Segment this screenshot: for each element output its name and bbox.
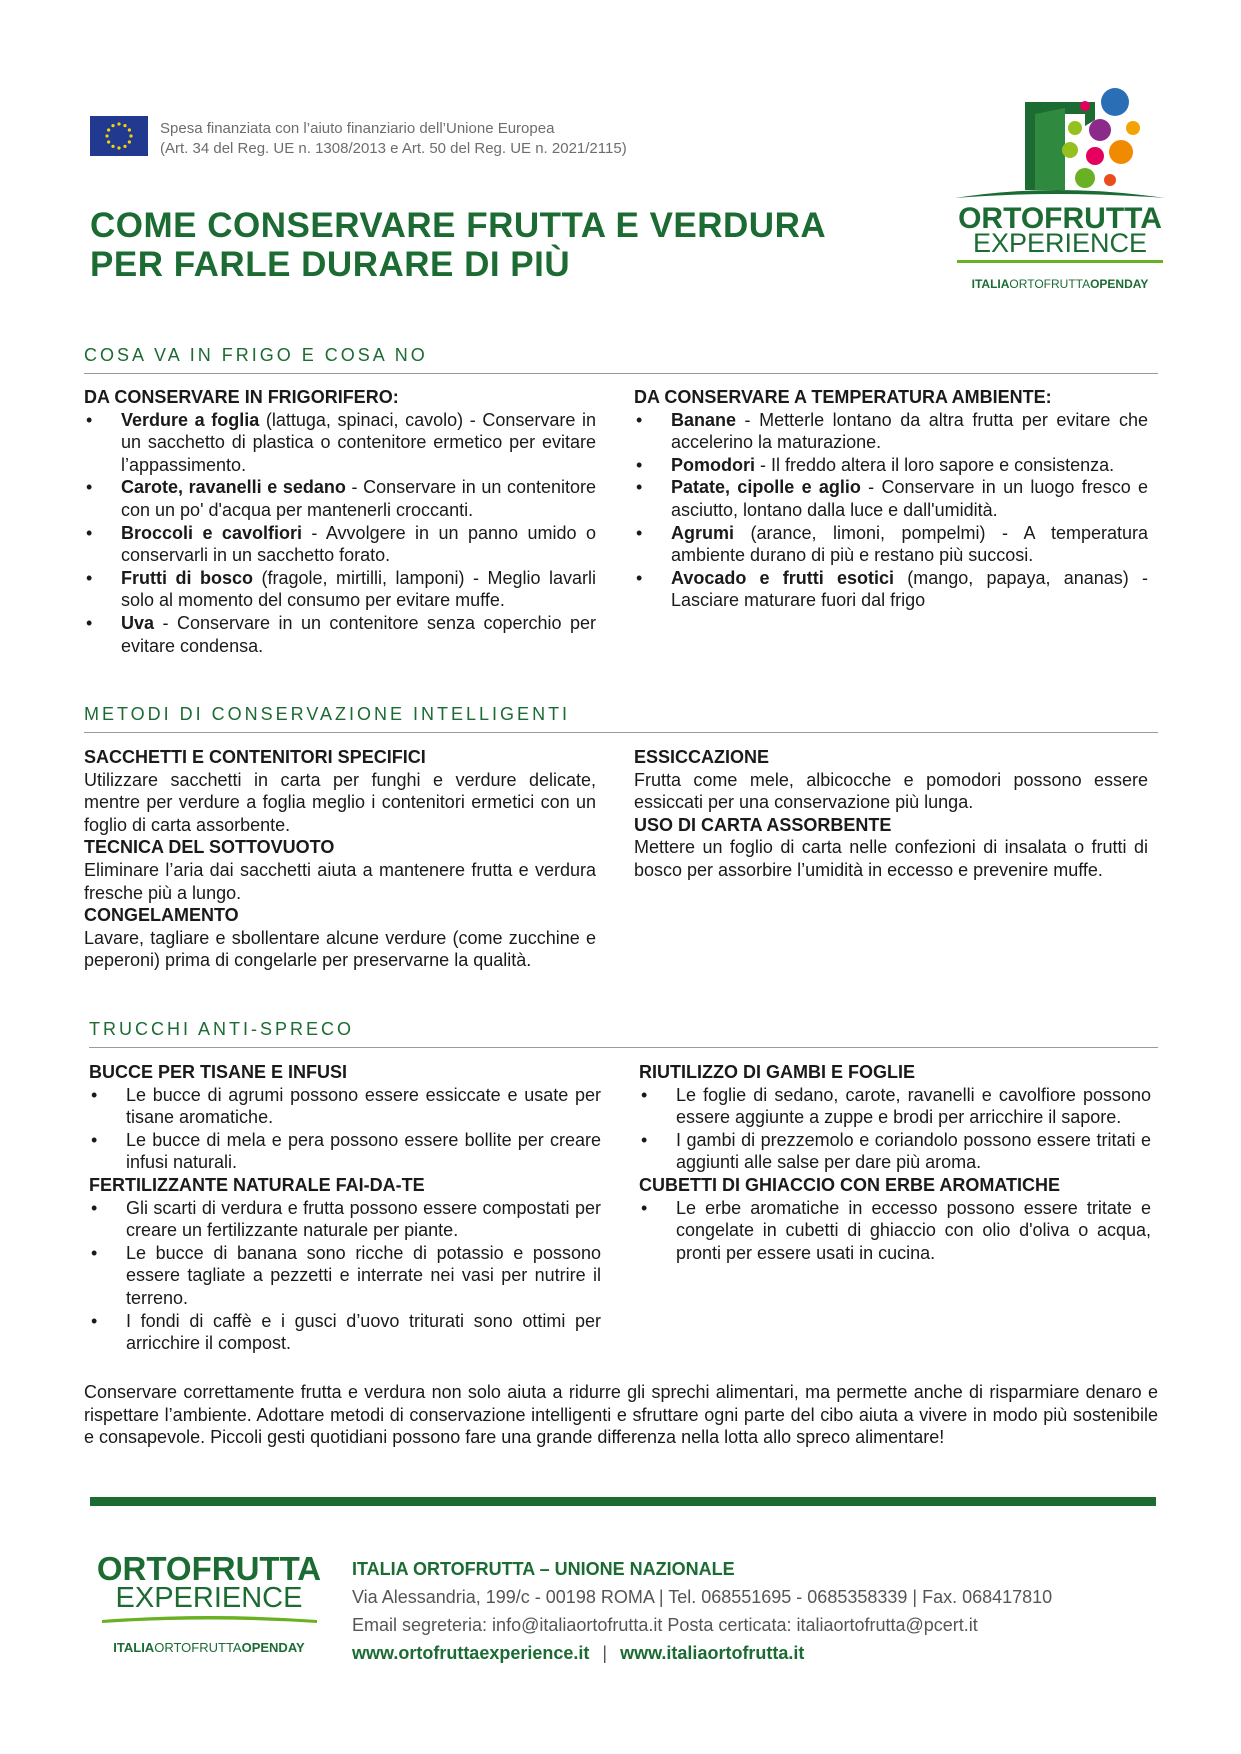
list-item: • Le bucce di mela e pera possono essere bollite per creare infusi naturali. xyxy=(89,1129,601,1174)
tip-list xyxy=(639,1084,1151,1174)
logo-word1: ORTOFRUTTA xyxy=(958,202,1162,235)
list-item: • Verdure a foglia (lattuga, spinaci, cavolo) - Conservare in un sacchetto di plastica o contenitore ermetico per evitare l’appassimento. xyxy=(84,409,596,477)
eu-star xyxy=(123,145,126,148)
logo-tag-openday: OPENDAY xyxy=(1090,277,1149,291)
footer-logo xyxy=(92,1550,327,1662)
footer-website-link[interactable]: www.ortofruttaexperience.it xyxy=(352,1643,590,1663)
list-item: • Le bucce di agrumi possono essere essiccate e usate per tisane aromatiche. xyxy=(89,1084,601,1129)
section2-title: METODI DI CONSERVAZIONE INTELLIGENTI xyxy=(84,704,571,724)
tip-list xyxy=(89,1084,601,1174)
ortofrutta-experience-logo xyxy=(945,80,1175,295)
footer-separator: | xyxy=(602,1643,608,1663)
closing-paragraph: Conservare correttamente frutta e verdura non solo aiuta a ridurre gli sprechi alimentari, ma permette anche di risparmiare denaro e rispettare l’ambiente. Adottare metodi di conservazione intelligenti e sfruttare ogni parte del cibo aiuta a vivere in modo più sostenibile e consapevole. Piccoli gesti quotidiani possono fare una grande differenza nella lotta allo spreco alimentare! xyxy=(84,1382,1158,1448)
list-item: • Avocado e frutti esotici (mango, papaya, ananas) - Lasciare maturare fuori dal frigo xyxy=(634,567,1148,612)
svg-text:ITALIAORTOFRUTTAOPENDAY xyxy=(113,1640,305,1655)
svg-text:ITALIAORTOFRUTTAOPENDAY xyxy=(972,277,1149,291)
list-item: • Le erbe aromatiche in eccesso possono essere tritate e congelate in cubetti di ghiaccio con olio d'oliva o acqua, pronti per essere usati in cucina. xyxy=(639,1197,1151,1265)
section3-left-column xyxy=(89,1061,601,1355)
list-item: • Broccoli e cavolfiori - Avvolgere in un panno umido o conservarli in un sacchetto forato. xyxy=(84,522,596,567)
list-item: • Agrumi (arance, limoni, pompelmi) - A temperatura ambiente durano di più e restano più succosi. xyxy=(634,522,1148,567)
eu-star xyxy=(111,145,114,148)
logo-word2: EXPERIENCE xyxy=(972,228,1148,258)
list-item: • Frutti di bosco (fragole, mirtilli, lamponi) - Meglio lavarli solo al momento del consumo per evitare muffe. xyxy=(84,567,596,612)
list-item: • I gambi di prezzemolo e coriandolo possono essere tritati e aggiunti alle salse per dare più aroma. xyxy=(639,1129,1151,1174)
page-title-line1: COME CONSERVARE FRUTTA E VERDURA xyxy=(90,206,827,245)
section3-divider xyxy=(89,1047,1158,1048)
footer-contacts xyxy=(352,1555,1052,1667)
section1-divider xyxy=(84,373,1158,374)
eu-funding-note xyxy=(160,119,627,159)
section3-right-column xyxy=(639,1061,1151,1264)
eu-flag-icon xyxy=(90,116,148,156)
page-title-line2: PER FARLE DURARE DI PIÙ xyxy=(90,245,571,284)
ambient-heading: DA CONSERVARE A TEMPERATURA AMBIENTE: xyxy=(634,387,1052,407)
section2-left-column xyxy=(84,746,596,972)
eu-star xyxy=(123,124,126,127)
method-text: Utilizzare sacchetti in carta per funghi e verdure delicate, mentre per verdure a foglia meglio i contenitori ermetici con un foglio di carta assorbente. xyxy=(84,769,596,835)
eu-star xyxy=(129,134,132,137)
ambient-list xyxy=(634,409,1148,612)
list-item: • Banane - Metterle lontano da altra frutta per evitare che accelerino la maturazione. xyxy=(634,409,1148,454)
eu-star xyxy=(111,124,114,127)
section1-right-column xyxy=(634,386,1148,612)
eu-star xyxy=(107,140,110,143)
section2-divider xyxy=(84,732,1158,733)
method-heading: CONGELAMENTO xyxy=(84,905,239,926)
list-item: • Patate, cipolle e aglio - Conservare in un luogo fresco e asciutto, lontano dalla luce e dall'umidità. xyxy=(634,476,1148,521)
method-text: Lavare, tagliare e sbollentare alcune verdure (come zucchine e peperoni) prima di congelarle per preservarne la qualità. xyxy=(84,927,596,971)
list-item: • I fondi di caffè e i gusci d’uovo triturati sono ottimi per arricchire il compost. xyxy=(89,1310,601,1355)
section2-right-column xyxy=(634,746,1148,882)
list-item: • Le foglie di sedano, carote, ravanelli e cavolfiore possono essere aggiunte a zuppe e brodi per arricchire il sapore. xyxy=(639,1084,1151,1129)
logo-tag-italia: ITALIA xyxy=(971,277,1010,291)
method-text: Mettere un foglio di carta nelle confezioni di insalata o frutti di bosco per assorbire l’umidità in eccesso e prevenire muffe. xyxy=(634,837,1148,880)
logo-tag-ortofrutta: ORTOFRUTTA xyxy=(1009,277,1091,291)
section3-title: TRUCCHI ANTI-SPRECO xyxy=(89,1019,355,1039)
eu-star xyxy=(107,128,110,131)
method-heading: USO DI CARTA ASSORBENTE xyxy=(634,814,892,835)
footer-email: Email segreteria: info@italiaortofrutta.it Posta certicata: italiaortofrutta@pcert.it xyxy=(352,1615,978,1635)
fridge-heading: DA CONSERVARE IN FRIGORIFERO: xyxy=(84,387,399,407)
tip-heading: RIUTILIZZO DI GAMBI E FOGLIE xyxy=(639,1062,915,1082)
footer-tag-italia: ITALIA xyxy=(113,1640,155,1655)
footer-tag-openday: OPENDAY xyxy=(241,1640,305,1655)
fridge-list xyxy=(84,409,596,658)
section1-title: COSA VA IN FRIGO E COSA NO xyxy=(84,345,428,365)
method-heading: ESSICCAZIONE xyxy=(634,747,770,767)
footer-org-name: ITALIA ORTOFRUTTA – UNIONE NAZIONALE xyxy=(352,1559,735,1579)
section1-left-column xyxy=(84,386,596,657)
eu-funding-line1: Spesa finanziata con l’aiuto finanziario dell’Unione Europea xyxy=(160,120,555,137)
tip-list xyxy=(89,1197,601,1355)
list-item: • Uva - Conservare in un contenitore senza coperchio per evitare condensa. xyxy=(84,612,596,657)
method-text: Eliminare l’aria dai sacchetti aiuta a mantenere frutta e verdura fresche più a lungo. xyxy=(84,859,596,903)
eu-star xyxy=(128,140,131,143)
list-item: • Carote, ravanelli e sedano - Conservare in un contenitore con un po' d'acqua per mantenerli croccanti. xyxy=(84,476,596,521)
eu-star xyxy=(117,146,120,149)
footer-logo-word1: ORTOFRUTTA xyxy=(96,1550,322,1587)
eu-star xyxy=(105,134,108,137)
page-title xyxy=(90,206,890,284)
tip-heading: BUCCE PER TISANE E INFUSI xyxy=(89,1062,348,1082)
eu-funding-line2: (Art. 34 del Reg. UE n. 1308/2013 e Art. 50 del Reg. UE n. 2021/2115) xyxy=(160,140,627,157)
footer-address: Via Alessandria, 199/c - 00198 ROMA | Tel. 068551695 - 0685358339 | Fax. 068417810 xyxy=(352,1587,1053,1607)
tip-list xyxy=(639,1197,1151,1265)
list-item: • Gli scarti di verdura e frutta possono essere compostati per creare un fertilizzante naturale per piante. xyxy=(89,1197,601,1242)
footer-bar xyxy=(90,1497,1156,1506)
method-heading: SACCHETTI E CONTENITORI SPECIFICI xyxy=(84,747,426,767)
footer-logo-word2: EXPERIENCE xyxy=(115,1582,303,1614)
eu-star xyxy=(117,122,120,125)
footer-tag-ortofrutta: ORTOFRUTTA xyxy=(154,1640,242,1655)
tip-heading: FERTILIZZANTE NATURALE FAI-DA-TE xyxy=(89,1174,425,1195)
footer-website-link[interactable]: www.italiaortofrutta.it xyxy=(620,1643,805,1663)
tip-heading: CUBETTI DI GHIACCIO CON ERBE AROMATICHE xyxy=(639,1174,1060,1195)
method-heading: TECNICA DEL SOTTOVUOTO xyxy=(84,837,335,858)
list-item: • Le bucce di banana sono ricche di potassio e possono essere tagliate a pezzetti e interrate nei vasi per nutrire il terreno. xyxy=(89,1242,601,1310)
list-item: • Pomodori - Il freddo altera il loro sapore e consistenza. xyxy=(634,454,1148,477)
method-text: Frutta come mele, albicocche e pomodori possono essere essiccati per una conservazione più lunga. xyxy=(634,769,1148,813)
eu-star xyxy=(128,128,131,131)
